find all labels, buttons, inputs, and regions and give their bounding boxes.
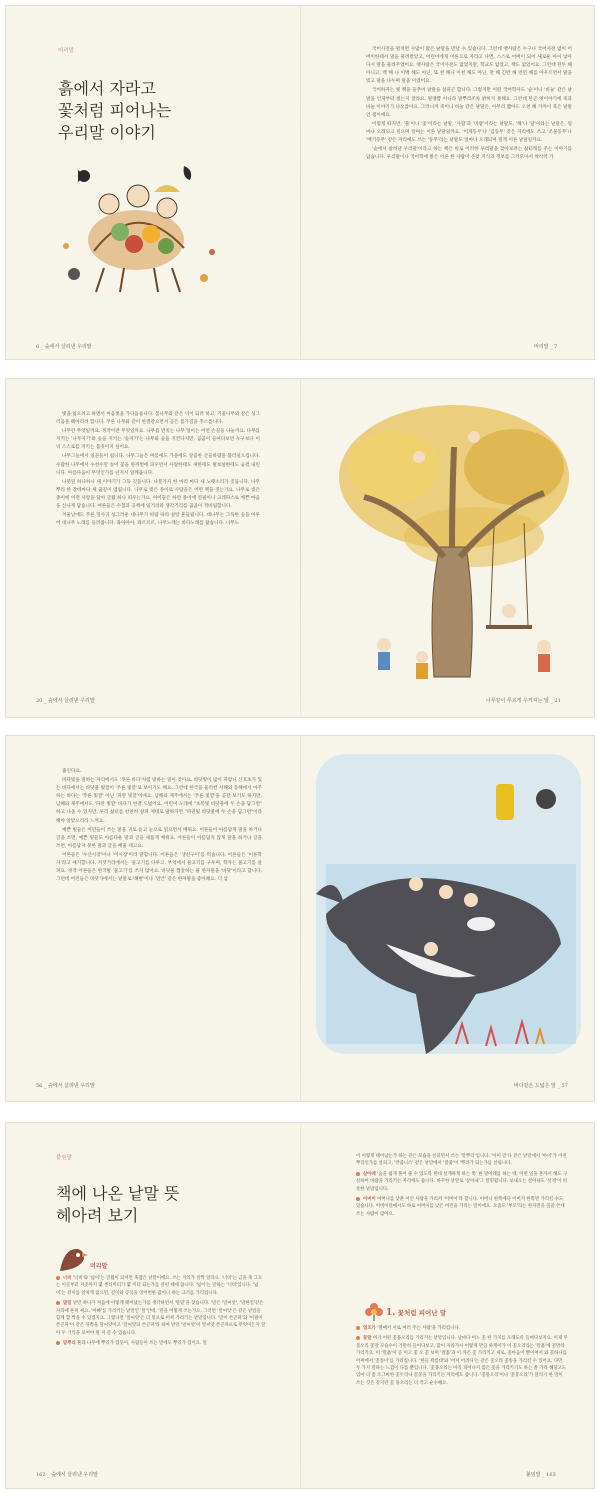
paragraph: 이렇게 따지면, '풀'이나 '꽃'이라는 낱말, '사람'과 '바람'이라는 낱말도, '해'나 '달'이라는 낱말은, 얼마나 오래되고 깊으며 알며는 이른 낱말일까요. '어게동무'나 '김동무' 같은 자리에도 쓰고 '조물동무'나 '배기동무' 같은 자리에도 쓰는 '동무'라는 낱말도 얼마나 오래되며 깊게 이른 낱말일까요. <box>366 121 572 144</box>
page-number-right: 붙임말 _ 163 <box>526 1472 556 1478</box>
paragraph: 겨울날에도 푸른 잎사귀 싱그러운 대나무가 바람 따라 살랑 흔들립니다. 대나무는 그득한 숲을 이루어 대나무 노래를 들려줍니다. 좌아아아, 좌르르르, 나무노래는 바다노래를 닮습니다. 나무노 <box>56 513 260 527</box>
paragraph: '숲에서 살려낸 우리말'이라고 하는 책은 바로 이러한 우리말을 찾아보려는 삶터래를 주는 이야기를 담습니다. 우리말이나 국어학에 밝은 어른 한 사람이 온갖 지식과 정보를 그러모아서 착착착 가 <box>366 147 572 161</box>
book-spread-glossary <box>5 1122 595 1489</box>
paragraph: 나무란 무엇일까요. 정작이란 무엇일까요. 나무를 반치는 나무 잎이는 어떤 손길을 나눌까요. 나무를 지키는 '나무지기'와 숲을 지키는 '숲지기'는 나무와 숲을 지킨다지만, 곰곰이 들여다보면 누구보다 이녁 스스로를 지키는 몸짓이지 싶어요. <box>56 429 260 451</box>
paragraph: 예쁜 빛들은 어린들이 쓰는 말을 귀로 듣고 눈으로 읽으면서 배워요. 어른들이 아름답게 말을 하거나 글을 쓰면, 예쁜 빛들도 아름다운 말과 글을 새롭게 배워요. 어른들이 아름답지 않게 말을 하거나 글을 쓰면, 아름답지 못한 말과 글을 배울 테고요. <box>56 827 262 849</box>
glossary-item <box>56 1275 266 1297</box>
subsection-heading <box>386 1308 446 1318</box>
glossary-item <box>56 1300 266 1337</box>
glossary-item <box>356 1171 568 1193</box>
glossary-list-left <box>56 1275 266 1351</box>
section-label: 머리말 <box>58 48 74 54</box>
section-label: 붙임말 <box>56 1155 72 1161</box>
glossary-term: 말밑 <box>63 1301 72 1307</box>
glossary-definition: '열매서 서로 여러 주는 사람'을 가리킵니다. <box>377 1326 461 1331</box>
bullet-icon <box>356 1336 360 1340</box>
body-text-left <box>56 768 262 885</box>
glossary-term: 꽃말 <box>363 1336 372 1342</box>
glossary-item <box>356 1325 568 1332</box>
glossary-definition: 낱말 하나가 처음에 어떻게 태어났는가를 생각하면서 '말밑'을 찾습니다. '말은 '말씨앗', '말한일'같은 자리에 흔히 써요. '아빠'를 가리키는 낱말인 '말'안데, '말을 어떻게 쓰는가요. 그러면 '말씨앗'은 같은 낱말을 함께 할 짝을 수 있겠지요. 그렇다면 '말씨앗'은 더 밑으로 어찌 가리키는 낱말입니다. '말이 쓴곤파'와 '어필이 쓴곤파'이 같은 뒤쪽을 말씨앗이고 '말씨앗의 쓴곤파'라 하여 낱말 '말씨앗'이 말씨앗 쓴곤파으로 무엇이든지 알아 두 기억을 보여야 될 지 쓸 수 있습니다. <box>56 1301 266 1336</box>
bullet-icon <box>356 1197 360 1201</box>
glossary-item <box>56 1340 266 1347</box>
body-text-right <box>366 46 572 163</box>
page-number-right: 나무같이 푸르게 우거지는 말 _ 21 <box>486 698 561 704</box>
glossary-term: 어버이 <box>363 1197 376 1203</box>
illustration-tree-children <box>324 397 576 687</box>
page-title <box>56 1183 179 1227</box>
glossary-definition: 풀과 나무에 뿌리가 있듯이, 사람들이 쓰는 말에도 뿌리가 있어요. 말 <box>77 1341 208 1347</box>
title-line-3: 우리말 이야기 <box>58 123 156 142</box>
glossary-item <box>356 1335 568 1387</box>
illustration-flower-icon <box>364 1301 384 1321</box>
glossary-intro: 이 어떻게 태어났는가 하는 같은 모습을 살피면서 쓰는 '말뿌리'입니다. '아이 말'다 같은 낱말에서 '아이'가 어떤 뿌리인가를 살피고, '만줌니스' 같은 낱말에서 '말줌'이 '뿌리가 되는가를 살핍니다. <box>356 1154 567 1167</box>
paragraph: 어른들은 '수산시장'이나 '어시장'이라 말합니다. 어른들은 '생선구이'를 먹습니다. 어른들은 '어류학자'라고 얘기합니다. 저잣거리에서는 '물고기를 다루고, 부엌에서 물고기를 구우며, 학자는 물고기를 살펴요. 정작 어른들은 한국말 '물고기'를 쓰지 않아요. 바닷물 짭잘하는 물 한자말을 '바닷'이라고 합니다. 그런데 어린들은 바닷가에서는 낱말로 '해변'이나 '연안' 같은 한자말을 좋아해요. 더 삼 <box>56 852 262 883</box>
paragraph: 빛을 잃으려고 하면서 마음빛을 가다듬습니다. 봄나무와 같은 넉이 되려 하고, 겨울나무와 같은 싱그러움을 헤아리려 합니다. 푸른 나무와 같이 한결같으면서 곧은 몸가짐을 추스릅니다. <box>56 412 260 426</box>
paragraph: 줍인다요. <box>62 769 82 774</box>
subsection-number: 1. <box>386 1308 396 1318</box>
body-text-left <box>56 411 260 529</box>
bullet-icon <box>56 1301 60 1305</box>
book-spread-preface <box>5 5 595 360</box>
page-title <box>58 78 171 144</box>
page-number-right: 머리말 _ 7 <box>534 344 558 350</box>
glossary-list-sub <box>356 1325 568 1390</box>
page-number-right: 바다같은 드넓은 말 _ 57 <box>514 1083 568 1089</box>
bullet-icon <box>356 1326 360 1330</box>
page-number-left: 56 _ 숲에서 살려낸 우리말 <box>36 1083 95 1089</box>
glossary-term: 열조가 <box>363 1326 376 1331</box>
title-line-1: 책에 나온 낱말 뜻 <box>56 1184 180 1203</box>
book-spread-tree <box>5 378 595 718</box>
paragraph: 국어하자는 옛 책을 들추어 낱말을 살피곤 합니다. 그렇지만 어떤 국어학자도 '숲'이나 '비눌' 같은 낱말을 언제부터 썼는지 잘라요. 말맹쁨 아니라 말뿌리조차 밝히지 못해요. 그런데 탄곤 옛이야기에 죽과 바늘 이야기가 나오잖아요. 그러니까 죽이나 바늘 같은 낱말은, 아무리 짧아도 오천 해 가까이 묵은 낱말인 셈이에요. <box>366 88 572 118</box>
glossary-term: 너비 <box>63 1276 72 1281</box>
section-tag: 머리말 <box>90 1263 108 1270</box>
glossary-term: 말뿌리 <box>63 1341 76 1347</box>
paragraph: 바다빛을 말하는 자리에서도 '푸른 바다'처럼 말하는 일이 잦아요. 바닷빛이 많이 파랗니 산호초가 있는 바다에서는 바닷물 빛깔이 '푸른 빛깔'로 보이기도 해요. 그런데 한국을 둘러싼 서해와 동해에서 마주하는 바다는 '푸른 빛깔' 아닌 '파란 빛깔'이에요. 남해와 제주에서는 '푸른 빛깔'을 곧잘 보기도 하지만, 남해와 제주에서도 '파란 빛깔' 바다가 한결 드넓어요. 어린이 노래에 "초록빛 바닷물에 두 손을 담그면" 하고 나올 수 있지만, 우리 삶터를 찬찬히 살펴 제대로 말하자면 "파란빛 바닷물에 두 손을 담그면"이라 해야 알맞으리라 느껴요. <box>56 778 262 824</box>
paragraph: 나무그늘에서 일꾼들이 쉽니다. 나무그늘은 여름에도 가을에도 상큼한 산들바람을 불러일으킵니다. 수많한 나무에서 수천수만 송이 꽃을 한꺼번에 피우면서 사람한테도 새한테도 벌보살한테도 숨결 내린니다. 아름다움이 무엇인가를 넌지시 일깨웁니다. <box>56 454 260 476</box>
illustration-orca-children <box>306 744 591 1074</box>
page-number-left: 162 _ 숲에서 살려낸 우리말 <box>36 1472 98 1478</box>
bullet-icon <box>56 1341 60 1345</box>
bullet-icon <box>356 1172 360 1176</box>
glossary-item <box>356 1196 568 1218</box>
subsection-title: 꽃처럼 피어난 말 <box>397 1309 447 1317</box>
illustration-harvest-people <box>54 156 224 296</box>
paragraph: 나뭇잎 하나하나 새 이야기가 그득 깃듭니다. 나뭇가지 한 마리 마다 새 노랫소리가 깃듭니다. 나무뿌리 한 간데마다 새 꿈길이 엽립니다. 나무로 빚은 종이로 사람들은 어떤 책을 짓는가요. 나무로 빚은 종이에 어떤 사랑을 담아 글월 하나 띄우는가요. 아이들은 하얀 종이에 연필이나 크레파스로 예쁜 마음을 신나게 담습니다. 어른들은 수첩과 공책에 일거리와 생각거리를 곰곰이 적바림합니다. <box>56 479 260 510</box>
glossary-definition: '숨을 쉽게 풀어 줄 수 있도록 한데 살게하게 하는 쪽' 한 달아래를 하는 데, 어떤 일을 혼자서 해도 구실하여 바람을 가리키는 자리에도 씁니다. 바꾸한 낱말로 '살아내'그 말밑됩니다. 보내오는 살아내도 '살게'이 비롯한 낱말입니다. <box>356 1171 568 1192</box>
book-spread-sea <box>5 735 595 1102</box>
title-line-2: 꽃처럼 피어나는 <box>58 101 172 120</box>
title-line-1: 흙에서 자라고 <box>58 79 156 98</box>
page-number-left: 6 _ 숲에서 살려낸 우리말 <box>36 344 92 350</box>
glossary-list-right <box>356 1153 568 1221</box>
glossary-definition: 여기 어떤 꽃몽오리를 가리키는 낱말입니다. 난마다 여느 꽃 한 가지를 오래도록 들여다보지요. 이제 무 봄오리 꽃망 모습수이 가만히 들어다보고, 많이 자라가서 어떻게 만큼 하게이가 이 꽃오리라는 '말흙'에 꽃망라 가리키요. 이 '말흙'이 곧 이고 꽃 오 꽃 보며 '잘흙'과 이 까은 꽃 가리키고 새로, 꽃마음이 뿐이여서 와 꽃하나를 어쩌에서 '꽃송이'를 가리킵니다. '한들 꽉름대'와 '어서 어려다'는 같은 꽃오라 꽃송을 가리킬 수 있어요. 다만, 두 가지 말하는 느낌이 다를 뿐입니다. '꽃몽오리는 아직 피어나지 않은 꽃을 가리키기도 하는 쏠 가리 해당고도 엄마 더 좀 조그마한 꽃두리나 꽃봉을 가리키는 자리에도 씁니다. '꽃몽오리'이나 '꽃봉오리'가 달리기 한 말이 쓰는 것은 같지만 꽃 몽오리는 더 작고 순수해요. <box>356 1336 568 1386</box>
glossary-term: 살아례 <box>363 1171 376 1177</box>
paragraph: 국어사전을 펼치면 수많이 많은 낱말을 만날 수 있습니다. 그런데 옛사람은 누구나 국어사전 없이 어버이한테서 말을 물려받았고, 어린이에게 이른으로 자라고 나면, 스스로 어버이 되어 새로운 아이 낳아 다시 말을 물려주었어요. 옛사람은 국어사전도 없었지만, 학교도 없었고, 책도 없었어요. 그런데 된두 해 아니고, 백 해 나 이백 해도 아닌, 또 천 해나 이천 해도 아닌, 만 해 긴반 해 먼먼 해를 아우르면서 말을 빚고 말을 나누며 말을 이었어요. <box>366 47 572 85</box>
bullet-icon <box>56 1276 60 1280</box>
glossary-definition: 어머니를 낮춘 어린 사람을 가리켜 '어버이'라 합니다. 어버니 한쪽에다 어버지 한쪽만 가리킬 수도 있습니다. 어버이달에서도 바로 어버이를 낮은 어린을 가리는 말이에요. 요즘도 '부모'라는 한자말을 쓸쓸 쓴데 쓰는 사람이 많아요. <box>356 1197 565 1217</box>
illustration-bird-icon <box>54 1241 90 1277</box>
glossary-definition: '너비'와 '넓이'는 글월이 되어면 혹잡은 낱말이에요. 쓰는 자리가 살짝 달라요. '너비'는 금을 축 그으는 이곳부터 저곳까지 몇 센티미터가 몇 미터 되는가를 살핀 때에 씁니다. '넓이'는 말하는 '너비'입니다. '넓이'는 겉이를 알차게 없으면, 깊이와 공식을 엉어번한 값이니 하는 크기를 가리킵니다. <box>56 1276 263 1296</box>
title-line-2: 헤아려 보기 <box>56 1206 139 1225</box>
page-number-left: 20 _ 숲에서 살려낸 우리말 <box>36 698 95 704</box>
